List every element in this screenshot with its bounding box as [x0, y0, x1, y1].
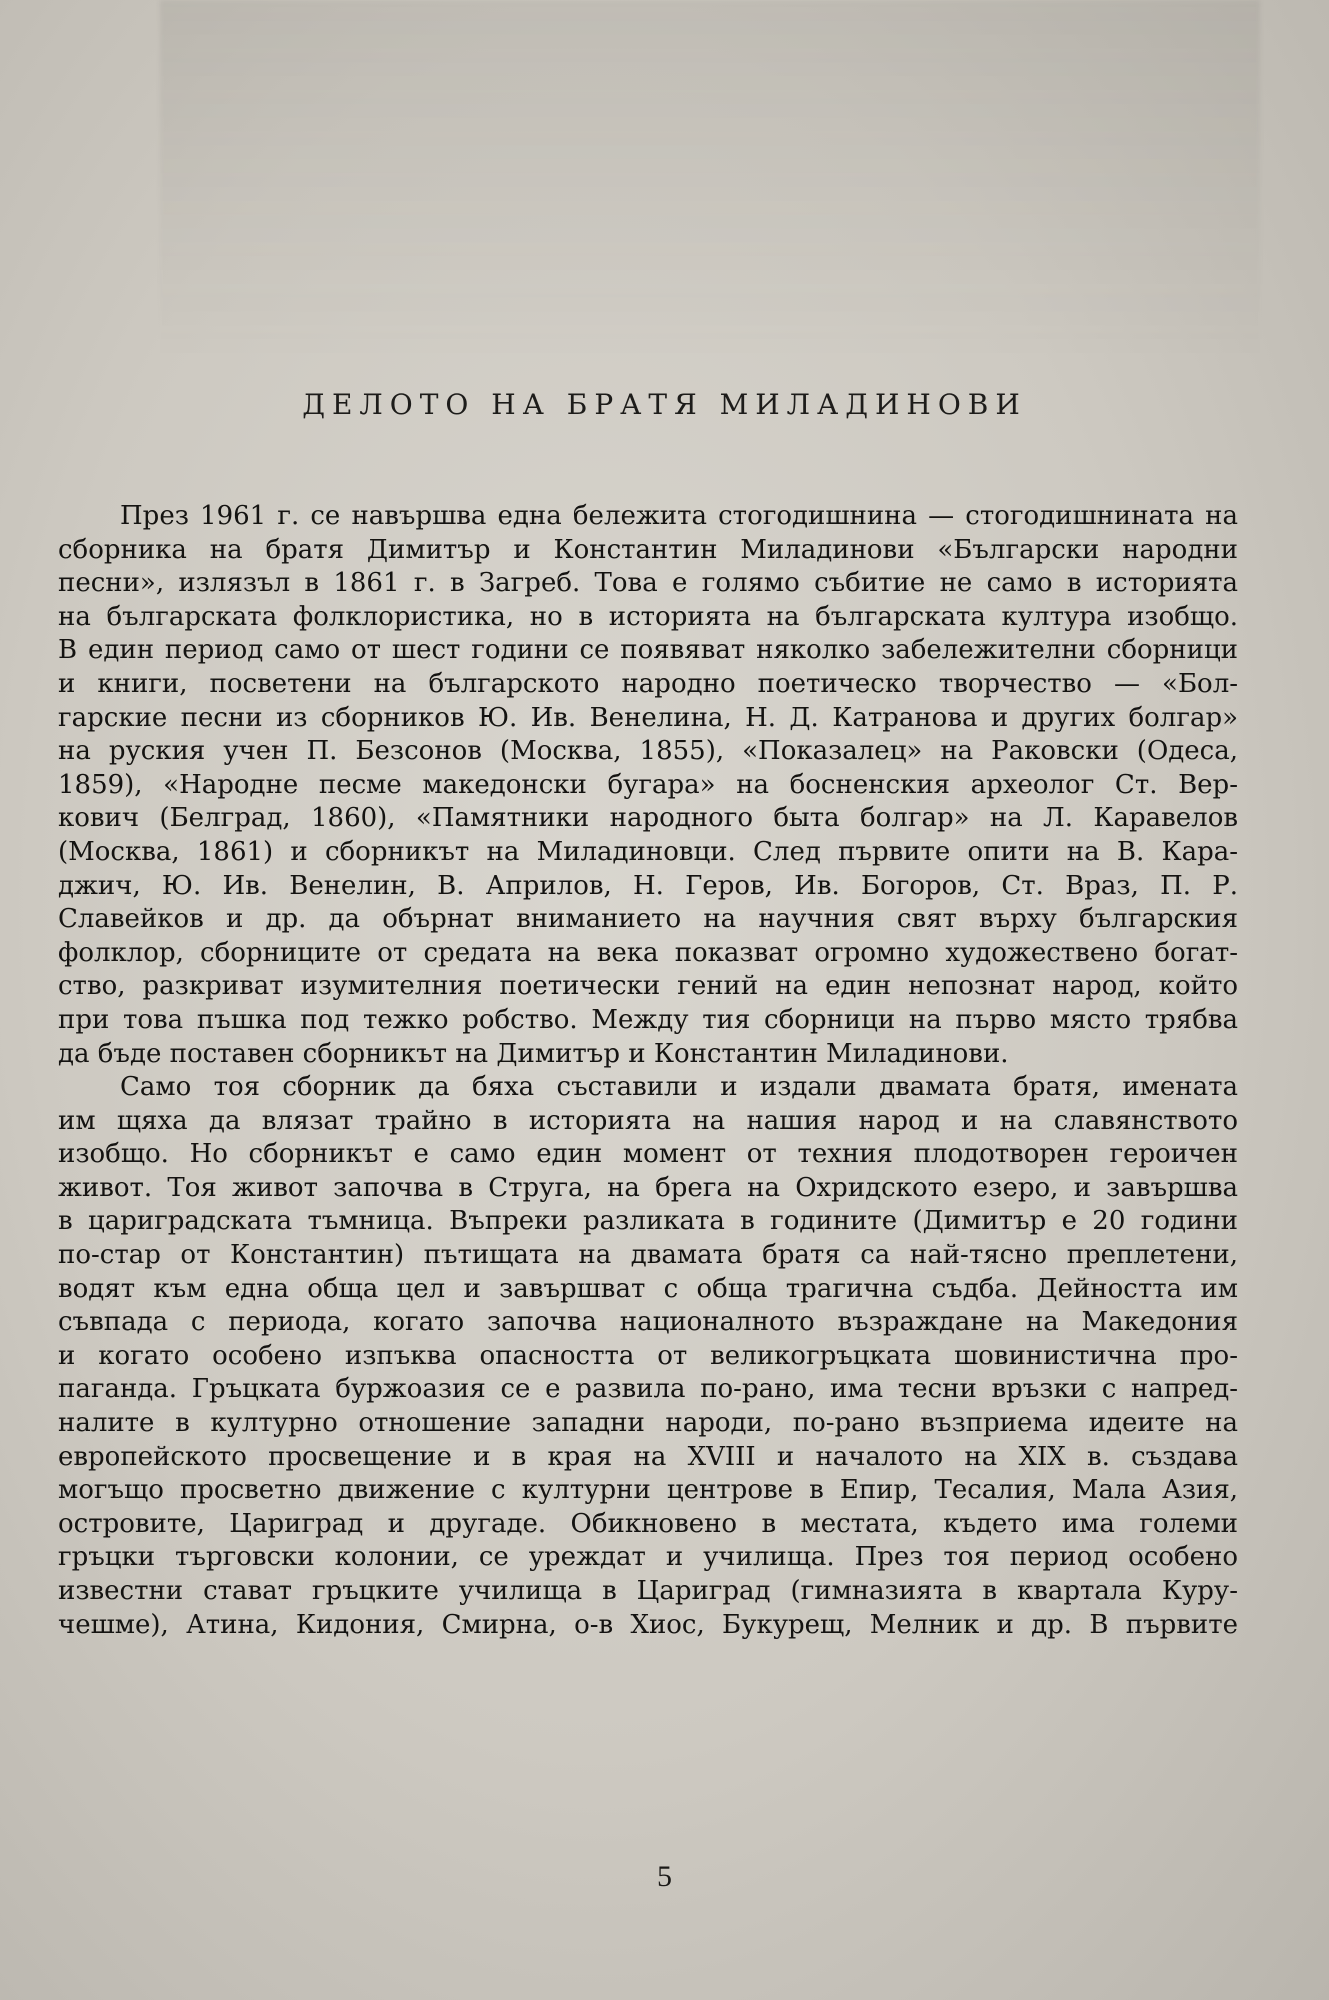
- text-line: и когато особено изпъква опасността от великогръцката шовинистична про-: [58, 1340, 1238, 1371]
- text-line: В един период само от шест години се появяват няколко забележителни сборници: [58, 635, 1238, 666]
- page-number: 5: [657, 1860, 672, 1893]
- text-line: европейското просвещение и в края на XVIII и началото на XIX в. създава: [58, 1441, 1238, 1472]
- text-line: ство, разкриват изумителния поетически гений на един непознат народ, който: [58, 971, 1238, 1002]
- text-line: при това пъшка под тежко робство. Между тия сборници на първо място трябва: [58, 1004, 1238, 1035]
- text-line: известни стават гръцките училища в Цариград (гимназията в квартала Куру-: [58, 1576, 1238, 1606]
- text-line: водят към една обща цел и завършват с обща трагична съдба. Дейността им: [58, 1273, 1238, 1304]
- text-line: 1859), «Народне песме македонски бугара» на босненския археолог Ст. Вер-: [58, 769, 1238, 800]
- chapter-title: ДЕЛОТО НА БРАТЯ МИЛАДИНОВИ: [302, 388, 1027, 421]
- text-line: джич, Ю. Ив. Венелин, В. Априлов, Н. Геров, Ив. Богоров, Ст. Враз, П. Р.: [58, 870, 1238, 901]
- text-line: песни», излязъл в 1861 г. в Загреб. Това е голямо събитие не само в историята: [58, 568, 1238, 599]
- text-line: (Москва, 1861) и сборникът на Миладиновци. След първите опити на В. Кара-: [58, 836, 1238, 867]
- text-line: Славейков и др. да обърнат вниманието на научния свят върху българския: [58, 904, 1238, 935]
- text-line: кович (Белград, 1860), «Памятники народного быта болгар» на Л. Каравелов: [58, 803, 1238, 834]
- text-line: островите, Цариград и другаде. Обикновено в местата, където има големи: [58, 1508, 1238, 1539]
- text-line: фолклор, сборниците от средата на века показват огромно художествено богат-: [58, 937, 1238, 968]
- text-line: гръцки търговски колонии, се уреждат и училища. През тоя период особено: [58, 1542, 1238, 1573]
- text-line: им щяха да влязат трайно в историята на нашия народ и на славянството: [58, 1105, 1238, 1136]
- text-line: могъщо просветно движение с културни центрове в Епир, Тесалия, Мала Азия,: [58, 1475, 1238, 1506]
- text-line: През 1961 г. се навършва една бележита стогодишнина — стогодишнината на: [120, 501, 1238, 531]
- text-line: налите в културно отношение западни народи, по-рано възприема идеите на: [58, 1408, 1238, 1439]
- body-text: [58, 500, 1238, 1642]
- text-line: и книги, посветени на българското народно поетическо творчество — «Бол-: [58, 668, 1238, 699]
- text-line: да бъде поставен сборникът на Димитър и Константин Миладинови.: [58, 1038, 1009, 1069]
- text-line: в цариградската тъмница. Въпреки разликата в годините (Димитър е 20 години: [58, 1206, 1238, 1237]
- text-line: съвпада с периода, когато започва националното възраждане на Македония: [58, 1307, 1238, 1338]
- text-line: сборника на братя Димитър и Константин Миладинови «Български народни: [58, 534, 1238, 565]
- text-line: на българската фолклористика, но в историята на българската култура изобщо.: [58, 601, 1238, 632]
- text-line: на руския учен П. Безсонов (Москва, 1855), «Показалец» на Раковски (Одеса,: [58, 736, 1238, 767]
- text-line: живот. Тоя живот започва в Струга, на брега на Охридското езеро, и завършва: [58, 1172, 1238, 1203]
- text-line: чешме), Атина, Кидония, Смирна, о-в Хиос, Букурещ, Мелник и др. В първите: [58, 1609, 1238, 1640]
- show-through-text: [160, 0, 1260, 360]
- text-line: гарские песни из сборников Ю. Ив. Венелина, Н. Д. Катранова и других болгар»: [58, 702, 1238, 733]
- text-line: изобщо. Но сборникът е само един момент от техния плодотворен героичен: [58, 1139, 1238, 1170]
- text-line: паганда. Гръцката буржоазия се е развила по-рано, има тесни връзки с напред-: [58, 1374, 1238, 1405]
- text-line: по-стар от Константин) пътищата на двамата братя са най-тясно преплетени,: [58, 1240, 1238, 1271]
- text-line: Само тоя сборник да бяха съставили и издали двамата братя, имената: [120, 1072, 1238, 1103]
